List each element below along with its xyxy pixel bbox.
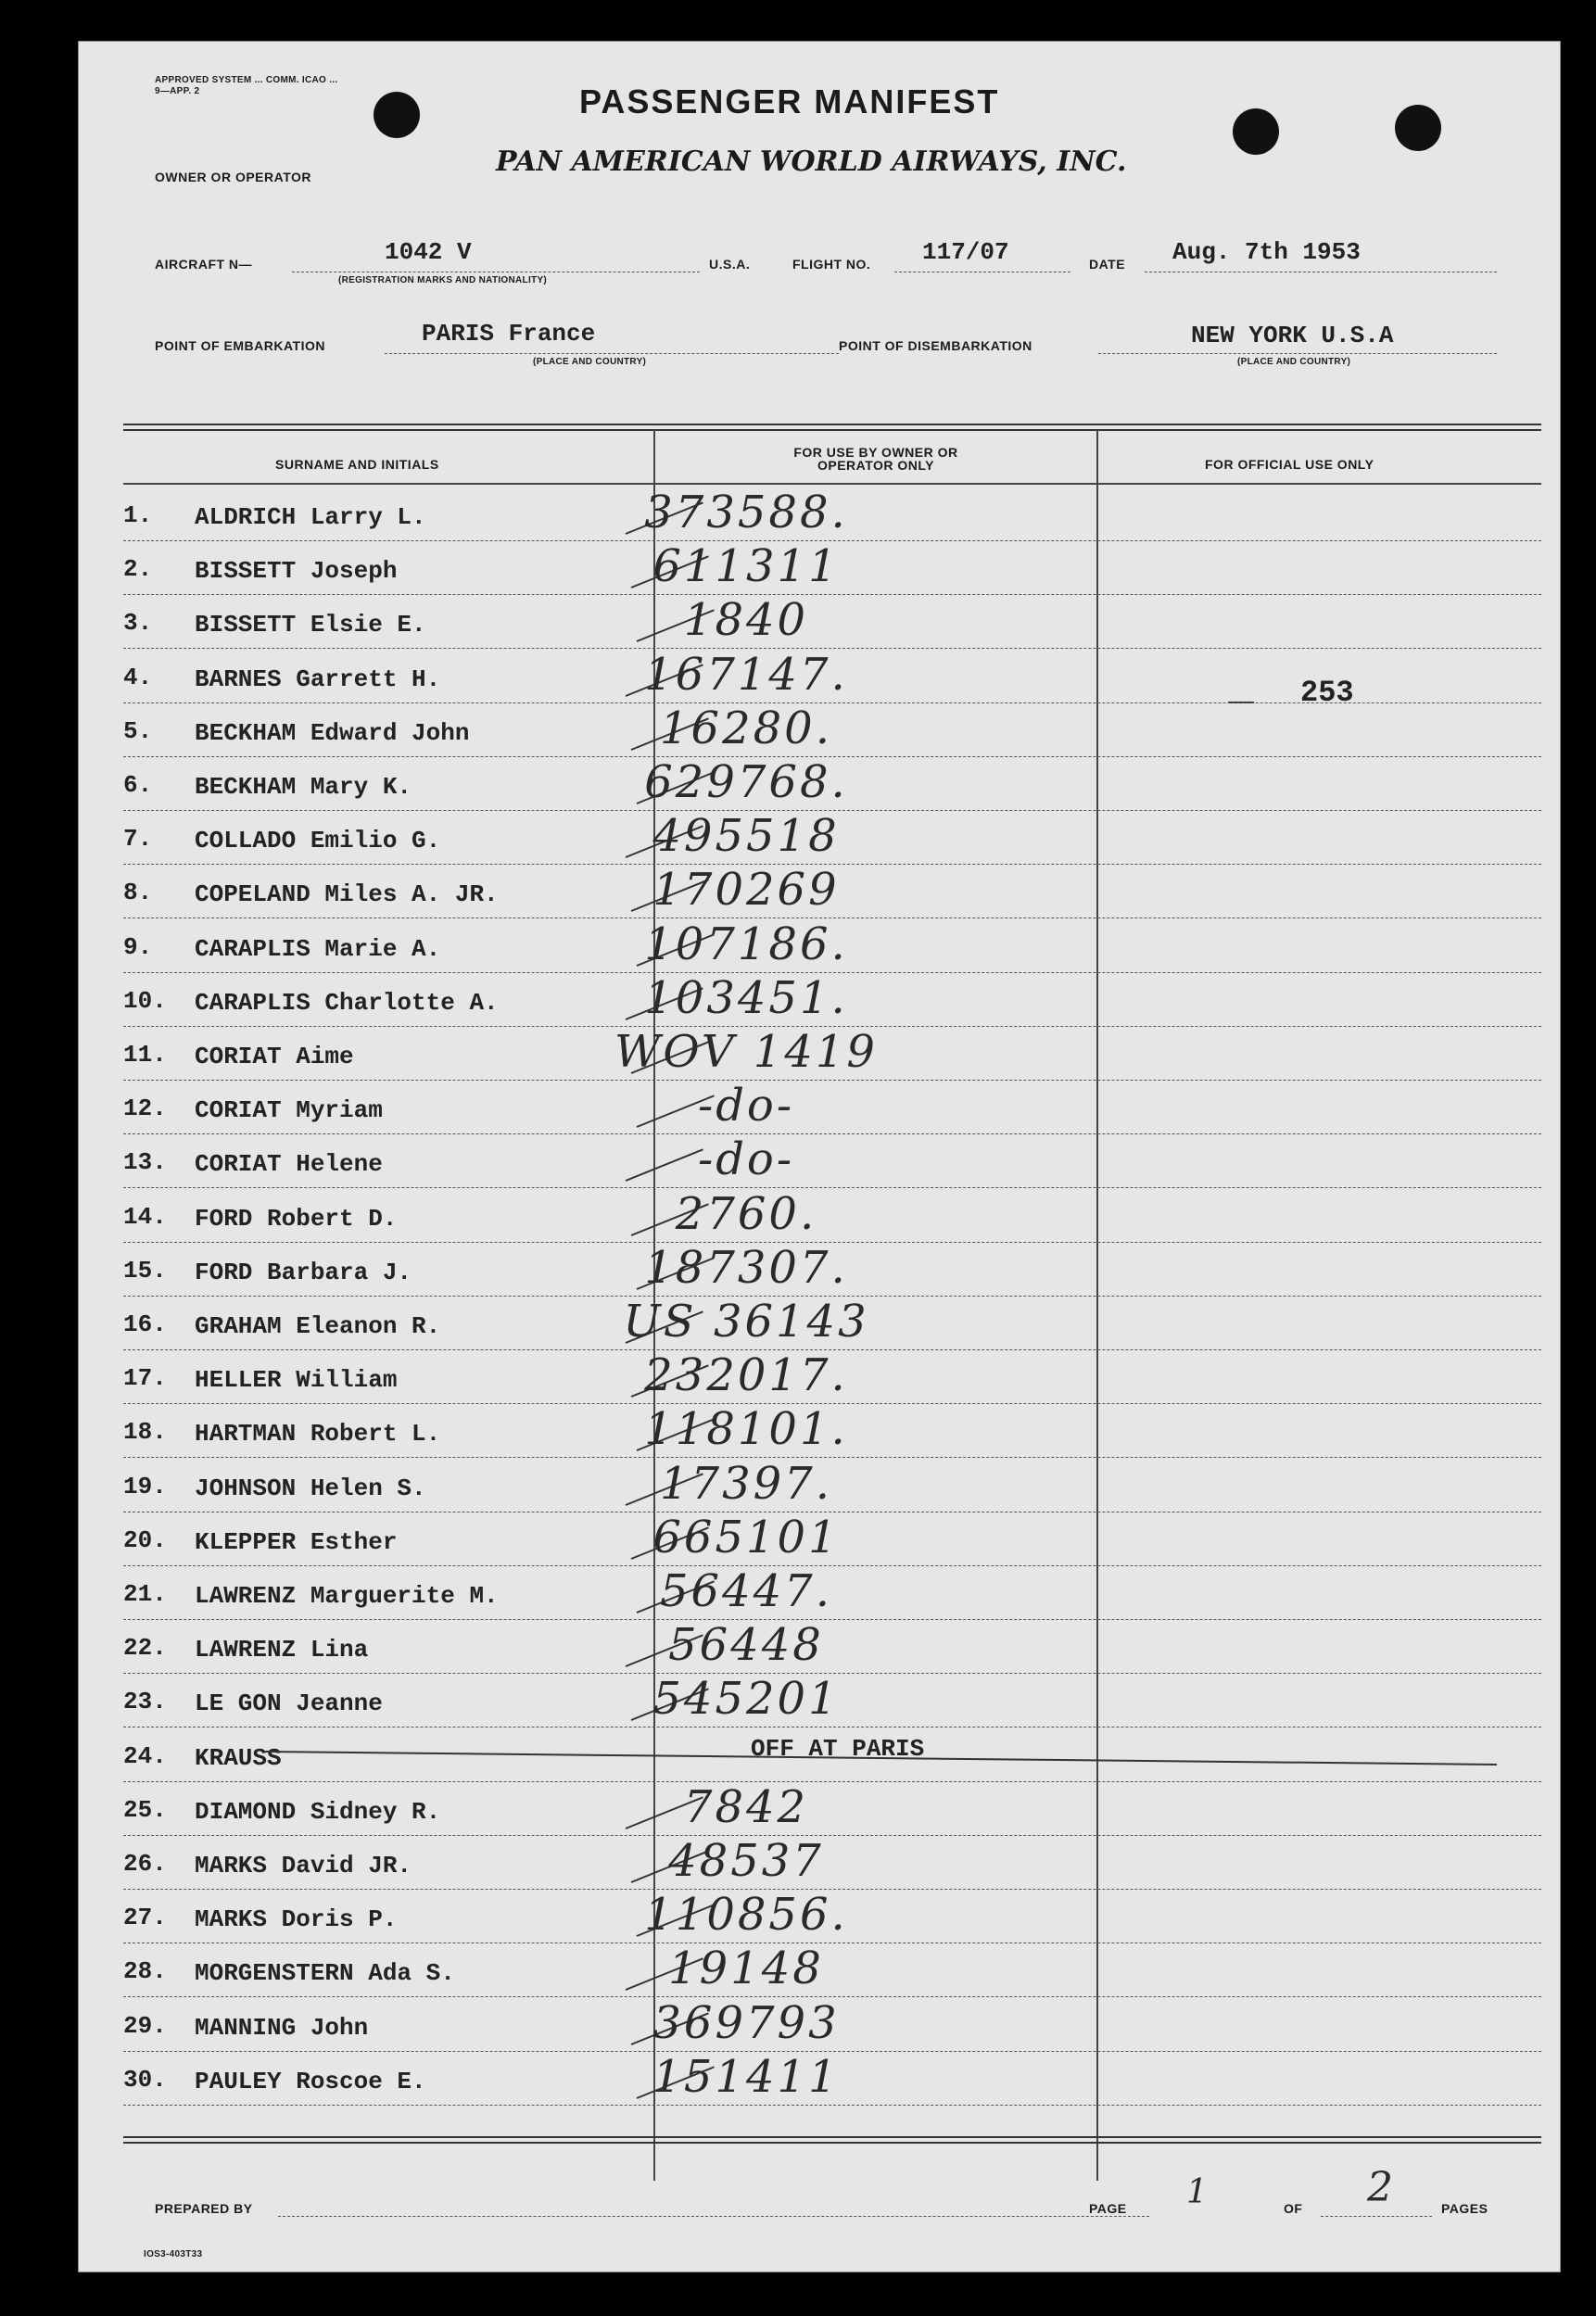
- passenger-name: CARAPLIS Charlotte A.: [195, 988, 499, 1017]
- owner-code: -do-: [697, 1133, 795, 1186]
- passenger-name: MARKS David JR.: [195, 1852, 412, 1879]
- row-number: 8.: [123, 879, 153, 907]
- passenger-name: BARNES Garrett H.: [195, 664, 441, 693]
- disembark-note: (PLACE AND COUNTRY): [1237, 357, 1351, 367]
- passenger-name: COLLADO Emilio G.: [195, 827, 441, 855]
- owner-code: 232017.: [644, 1349, 848, 1402]
- table-row: [79, 1457, 1560, 1512]
- owner-code: 611311: [652, 540, 840, 593]
- owner-code: 118101.: [644, 1403, 848, 1456]
- official-header: FOR OFFICIAL USE ONLY: [1205, 457, 1374, 472]
- row-number: 23.: [123, 1688, 167, 1716]
- owner-code: 107186.: [644, 918, 848, 970]
- passenger-name: KLEPPER Esther: [195, 1527, 398, 1556]
- table-row: [79, 1565, 1560, 1619]
- row-number: 11.: [123, 1041, 167, 1069]
- table-row: [79, 810, 1560, 864]
- embark-note: (PLACE AND COUNTRY): [533, 357, 647, 367]
- owner-code: WOV 1419: [614, 1026, 878, 1078]
- owner-code: 629768.: [644, 756, 848, 808]
- embark-value: PARIS France: [422, 320, 596, 348]
- passenger-name: BISSETT Elsie E.: [195, 611, 426, 639]
- row-number: 28.: [123, 1957, 167, 1986]
- approved-stamp: APPROVED SYSTEM ... COMM. ICAO ... 9—APP. 2: [155, 75, 338, 96]
- owner-code: 56447.: [660, 1565, 832, 1617]
- aircraft-value: 1042 V: [385, 238, 472, 266]
- table-row: [79, 1026, 1560, 1080]
- row-number: 24.: [123, 1741, 167, 1770]
- header-rule: [123, 483, 1541, 485]
- passenger-name: DIAMOND Sidney R.: [195, 1797, 441, 1826]
- table-row: [79, 756, 1560, 810]
- disembark-label: POINT OF DISEMBARKATION: [839, 338, 1032, 353]
- owner-code: OFF AT PARIS: [751, 1734, 925, 1763]
- passenger-name: CARAPLIS Marie A.: [195, 934, 441, 963]
- passenger-name: LAWRENZ Lina: [195, 1636, 369, 1664]
- row-number: 1.: [123, 501, 153, 529]
- table-row: [79, 864, 1560, 918]
- prepared-label: PREPARED BY: [155, 2201, 253, 2216]
- owner-code: 167147.: [644, 648, 848, 701]
- owner-code: 1840: [683, 594, 809, 647]
- passenger-name: CORIAT Aime: [195, 1043, 354, 1070]
- table-row: [79, 2050, 1560, 2105]
- passenger-name: JOHNSON Helen S.: [195, 1474, 426, 1502]
- table-row: [79, 1996, 1560, 2051]
- row-rule: [123, 2105, 1541, 2106]
- passenger-name: LAWRENZ Marguerite M.: [195, 1582, 499, 1610]
- row-number: 26.: [123, 1850, 167, 1878]
- table-row: [79, 1241, 1560, 1296]
- flight-value: 117/07: [922, 238, 1009, 266]
- owner-code: 16280.: [660, 702, 832, 754]
- row-number: 5.: [123, 716, 153, 745]
- owner-code: 110856.: [644, 1889, 848, 1942]
- passenger-name: ALDRICH Larry L.: [195, 503, 426, 531]
- aircraft-label: AIRCRAFT N—: [155, 257, 253, 272]
- passenger-name: MORGENSTERN Ada S.: [195, 1959, 455, 1988]
- embark-underline: [385, 353, 839, 354]
- table-row: [79, 1296, 1560, 1349]
- manifest-title: PASSENGER MANIFEST: [579, 82, 1000, 120]
- owner-code: 187307.: [644, 1241, 848, 1294]
- punch-hole-mid: [1233, 108, 1279, 155]
- passenger-name: FORD Robert D.: [195, 1204, 398, 1233]
- owner-label: OWNER OR OPERATOR: [155, 170, 311, 184]
- table-bottom-rule: [123, 2136, 1541, 2144]
- row-number: 4.: [123, 663, 153, 691]
- table-row: [79, 1673, 1560, 1727]
- of-label: OF: [1284, 2201, 1303, 2216]
- manifest-page: [78, 41, 1561, 2272]
- row-number: 10.: [123, 986, 167, 1015]
- owner-use-header: FOR USE BY OWNER OR OPERATOR ONLY: [793, 445, 958, 473]
- pages-label: PAGES: [1441, 2201, 1488, 2216]
- page-label: PAGE: [1089, 2201, 1127, 2216]
- row-number: 12.: [123, 1095, 167, 1123]
- company-name: PAN AMERICAN WORLD AIRWAYS, INC.: [496, 146, 1127, 178]
- table-row: [79, 594, 1560, 648]
- passenger-name: CORIAT Myriam: [195, 1096, 383, 1125]
- passenger-name: BISSETT Joseph: [195, 557, 398, 586]
- passenger-name: HELLER William: [195, 1366, 398, 1395]
- row-number: 17.: [123, 1364, 167, 1393]
- row-number: 19.: [123, 1472, 167, 1500]
- row-number: 29.: [123, 2011, 167, 2040]
- table-row: [79, 702, 1560, 756]
- table-row: [79, 1943, 1560, 1996]
- passenger-name: MARKS Doris P.: [195, 1905, 398, 1934]
- owner-code: US 36143: [623, 1296, 869, 1348]
- disembark-underline: [1098, 353, 1497, 354]
- flight-label: FLIGHT NO.: [792, 257, 871, 272]
- row-number: 20.: [123, 1525, 167, 1554]
- row-number: 22.: [123, 1634, 167, 1663]
- table-row: [79, 648, 1560, 702]
- registration-note: (REGISTRATION MARKS AND NATIONALITY): [338, 275, 548, 285]
- table-row: [79, 1889, 1560, 1943]
- table-row: [79, 1835, 1560, 1889]
- owner-code: 151411: [652, 2050, 840, 2103]
- row-number: 15.: [123, 1256, 167, 1285]
- embark-label: POINT OF EMBARKATION: [155, 338, 325, 353]
- row-number: 18.: [123, 1418, 167, 1447]
- row-number: 7.: [123, 825, 153, 854]
- owner-code: 369793: [652, 1996, 840, 2049]
- row-number: 3.: [123, 609, 153, 638]
- table-row: [79, 918, 1560, 972]
- owner-code: 17397.: [660, 1457, 832, 1510]
- country-label: U.S.A.: [709, 257, 751, 272]
- owner-code: 545201: [652, 1673, 840, 1726]
- of-underline: [1321, 2216, 1432, 2217]
- row-number: 30.: [123, 2065, 167, 2094]
- row-number: 2.: [123, 555, 153, 584]
- date-label: DATE: [1089, 257, 1126, 272]
- table-row: [79, 1080, 1560, 1133]
- date-value: Aug. 7th 1953: [1172, 238, 1361, 266]
- row-number: 25.: [123, 1795, 167, 1824]
- table-row: [79, 1619, 1560, 1673]
- row-number: 21.: [123, 1580, 167, 1608]
- owner-code: 103451.: [644, 971, 848, 1024]
- punch-hole-left: [374, 92, 420, 138]
- table-row: [79, 1511, 1560, 1565]
- table-top-rule: [123, 424, 1541, 431]
- prepared-underline: [278, 2216, 1149, 2217]
- punch-hole-right: [1395, 105, 1441, 151]
- row-number: 9.: [123, 932, 153, 961]
- owner-code: 495518: [652, 810, 840, 863]
- owner-code: 19148: [668, 1943, 824, 1995]
- table-row: [79, 1133, 1560, 1187]
- table-row: [79, 1349, 1560, 1403]
- table-row: [79, 971, 1560, 1026]
- table-row: [79, 1403, 1560, 1457]
- page-value: 1: [1186, 2173, 1210, 2211]
- row-number: 27.: [123, 1904, 167, 1932]
- passenger-name: PAULEY Roscoe E.: [195, 2067, 426, 2095]
- owner-code: 373588.: [644, 487, 848, 538]
- owner-code: 56448: [668, 1619, 824, 1672]
- surname-header: SURNAME AND INITIALS: [275, 457, 439, 472]
- disembark-value: NEW YORK U.S.A: [1191, 322, 1394, 349]
- row-number: 13.: [123, 1148, 167, 1177]
- owner-code: 48537: [668, 1835, 824, 1887]
- passenger-name: HARTMAN Robert L.: [195, 1420, 441, 1449]
- table-row: [79, 1780, 1560, 1835]
- passenger-name: KRAUSS: [195, 1743, 282, 1772]
- passenger-name: GRAHAM Eleanon R.: [195, 1312, 441, 1340]
- passenger-name: BECKHAM Mary K.: [195, 773, 412, 801]
- passenger-name: COPELAND Miles A. JR.: [195, 880, 499, 909]
- row-number: 6.: [123, 771, 153, 799]
- owner-code: 665101: [652, 1511, 840, 1563]
- table-row: [79, 540, 1560, 594]
- passenger-name: FORD Barbara J.: [195, 1258, 412, 1286]
- table-row: [79, 1187, 1560, 1242]
- row-number: 14.: [123, 1202, 167, 1231]
- official-number: 253: [1300, 676, 1354, 710]
- form-code: IOS3-403T33: [144, 2249, 203, 2259]
- owner-code: -do-: [697, 1080, 795, 1133]
- passenger-name: CORIAT Helene: [195, 1150, 383, 1179]
- owner-code: 7842: [683, 1780, 809, 1833]
- row-number: 16.: [123, 1310, 167, 1338]
- owner-code: 2760.: [675, 1187, 817, 1240]
- table-row: [79, 487, 1560, 540]
- passenger-name: BECKHAM Edward John: [195, 718, 470, 747]
- owner-code: 170269: [652, 864, 840, 917]
- passenger-name: LE GON Jeanne: [195, 1690, 383, 1718]
- passenger-name: MANNING John: [195, 2013, 369, 2042]
- of-value: 2: [1367, 2164, 1396, 2211]
- row-rule: [123, 1727, 1541, 1728]
